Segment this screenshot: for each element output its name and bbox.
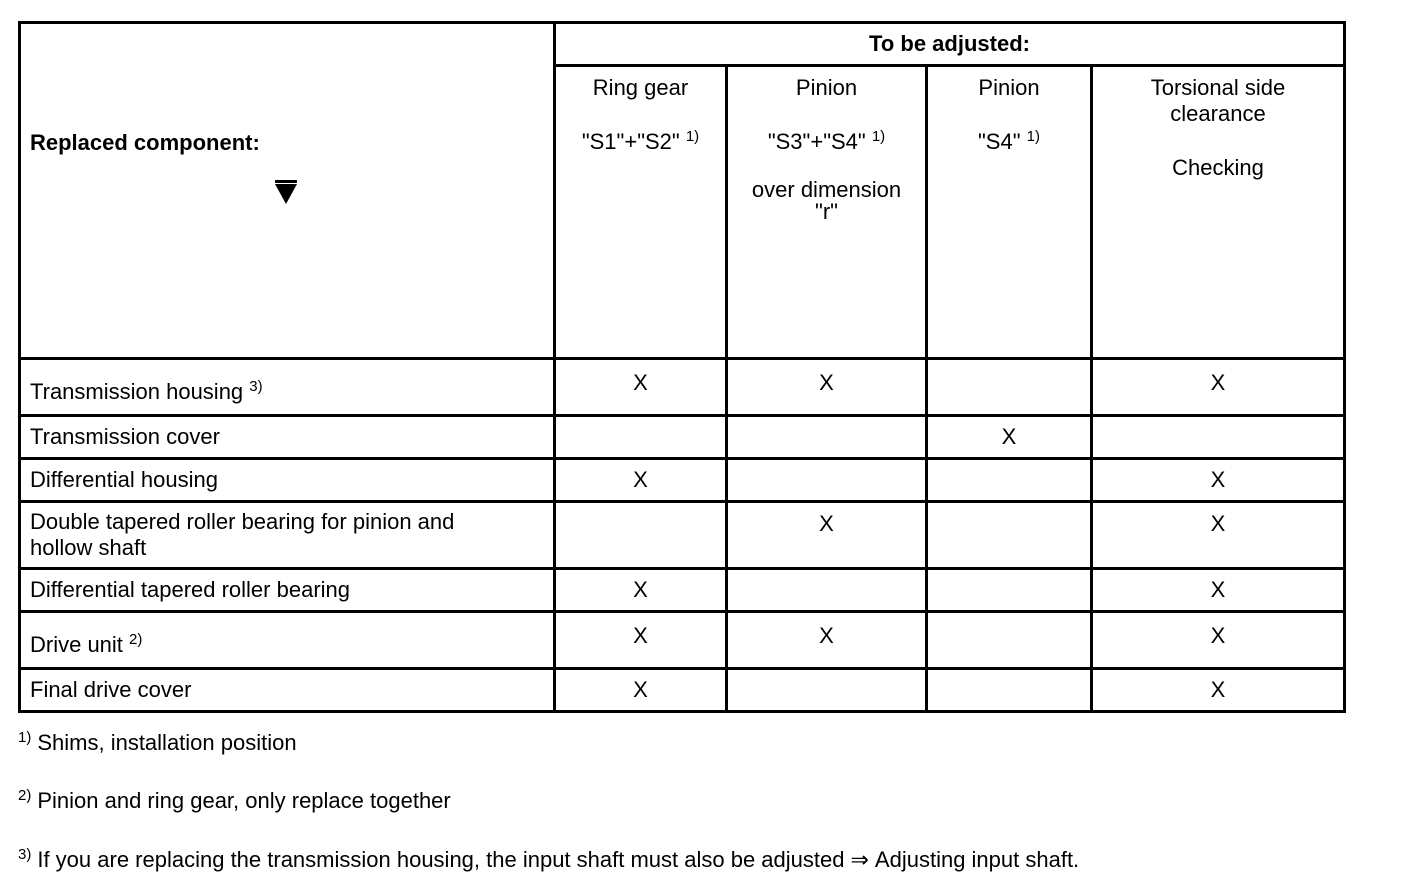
table-cell bbox=[927, 669, 1092, 712]
table-row bbox=[20, 416, 1345, 459]
table-cell bbox=[927, 459, 1092, 502]
table-cell bbox=[1092, 416, 1345, 459]
replaced-component-header-cell bbox=[20, 23, 555, 359]
arrow-right-icon: ⇒ bbox=[850, 847, 869, 872]
table-cell bbox=[727, 459, 927, 502]
table-cell: X bbox=[1092, 502, 1345, 569]
footnote-ref: 1) bbox=[1026, 128, 1040, 145]
to-be-adjusted-header: To be adjusted: bbox=[555, 23, 1345, 66]
row-label: Transmission housing $^{3)}$ bbox=[20, 359, 555, 416]
table-cell: X bbox=[1092, 669, 1345, 712]
column-header-pinion-s3-s4 bbox=[727, 66, 927, 359]
table-row bbox=[20, 359, 1345, 416]
shim-label: "S3"+"S4" bbox=[767, 129, 866, 154]
table-cell: X bbox=[1092, 359, 1345, 416]
footnote bbox=[18, 847, 1079, 873]
table-cell: X bbox=[555, 359, 727, 416]
table-cell bbox=[927, 569, 1092, 612]
column-title: Pinion bbox=[978, 75, 1040, 100]
table-cell: X bbox=[555, 569, 727, 612]
column-title: Torsional side bbox=[1150, 75, 1286, 100]
footnote-number: 3) bbox=[18, 846, 32, 863]
table-cell: X bbox=[1092, 569, 1345, 612]
column-header-torsional-clearance bbox=[1092, 66, 1345, 359]
table-cell: X bbox=[727, 359, 927, 416]
footnote-text: If you are replacing the transmission housing, the input shaft must also be adjusted bbox=[37, 847, 845, 872]
footnote bbox=[18, 730, 297, 756]
column-extra: over dimension bbox=[751, 177, 902, 202]
table-cell: X bbox=[555, 459, 727, 502]
table-cell bbox=[727, 669, 927, 712]
adjustment-table bbox=[18, 21, 1346, 713]
footnote-ref: 1) bbox=[685, 128, 700, 145]
column-title: Ring gear bbox=[592, 75, 689, 100]
table-cell: X bbox=[727, 502, 927, 569]
footnote bbox=[18, 788, 451, 814]
column-title: Pinion bbox=[795, 75, 858, 100]
column-extra: "r" bbox=[815, 199, 838, 224]
row-label: Drive unit $^{2)}$ bbox=[20, 612, 555, 669]
shim-label: "S4" bbox=[978, 129, 1021, 154]
table-row bbox=[20, 569, 1345, 612]
table-cell bbox=[927, 359, 1092, 416]
table-cell bbox=[727, 416, 927, 459]
row-label: Double tapered roller bearing for pinion and hollow shaft bbox=[20, 502, 555, 569]
column-header-pinion-s4 bbox=[927, 66, 1092, 359]
table-cell: X bbox=[555, 669, 727, 712]
adjusting-input-shaft-link[interactable]: Adjusting input shaft. bbox=[874, 847, 1080, 872]
table-cell: X bbox=[555, 612, 727, 669]
row-label: Transmission cover bbox=[20, 416, 555, 459]
table-cell bbox=[555, 416, 727, 459]
table-cell bbox=[927, 612, 1092, 669]
table-row bbox=[20, 612, 1345, 669]
column-header-ring-gear bbox=[555, 66, 727, 359]
arrow-down-icon bbox=[275, 184, 297, 204]
footnote-number: 1) bbox=[18, 729, 32, 746]
footnote-ref: 2) bbox=[129, 631, 143, 648]
replaced-component-header: Replaced component: bbox=[30, 130, 260, 155]
column-title: clearance bbox=[1170, 101, 1266, 126]
row-label: Final drive cover bbox=[20, 669, 555, 712]
footnote-number: 2) bbox=[18, 787, 32, 804]
table-cell bbox=[727, 569, 927, 612]
footnote-ref: 1) bbox=[871, 128, 886, 145]
footnote-text: Pinion and ring gear, only replace together bbox=[37, 788, 451, 813]
table-row bbox=[20, 502, 1345, 569]
column-extra: Checking bbox=[1172, 155, 1264, 180]
table-cell bbox=[927, 502, 1092, 569]
footnote-text: Shims, installation position bbox=[37, 730, 297, 755]
shim-label: "S1"+"S2" bbox=[581, 129, 680, 154]
row-label: Differential tapered roller bearing bbox=[20, 569, 555, 612]
footnote-ref: 3) bbox=[249, 378, 263, 395]
table-cell: X bbox=[1092, 612, 1345, 669]
table-cell bbox=[555, 502, 727, 569]
table-cell: X bbox=[727, 612, 927, 669]
table-cell: X bbox=[927, 416, 1092, 459]
row-label: Differential housing bbox=[20, 459, 555, 502]
table-row bbox=[20, 669, 1345, 712]
table-row bbox=[20, 459, 1345, 502]
table-cell: X bbox=[1092, 459, 1345, 502]
